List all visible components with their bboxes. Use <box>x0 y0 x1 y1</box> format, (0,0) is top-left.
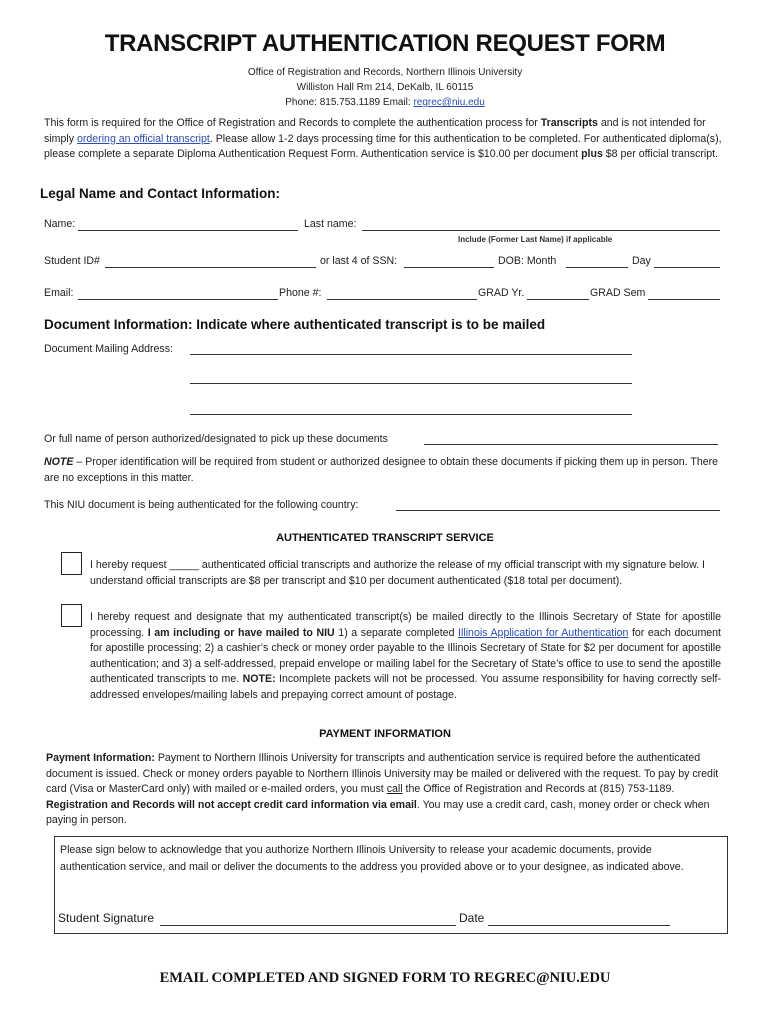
intro-bold-transcripts: Transcripts <box>540 117 598 129</box>
payment-bold-warning: Registration and Records will not accept credit card information via email <box>46 798 417 811</box>
student-id-input[interactable] <box>105 267 316 268</box>
dob-day-label: Day <box>632 255 651 267</box>
payment-paragraph <box>46 751 722 829</box>
email-label: Email: <box>44 287 74 299</box>
address-line: Williston Hall Rm 214, DeKalb, IL 60115 <box>296 82 474 93</box>
apostille-text-4: Incomplete packets will not be processed. You assume responsibility for having correctly self-addressed envelopes/mailing labels and prepaying correct amount of postage. <box>90 673 721 701</box>
mailing-address-line-1[interactable] <box>190 354 632 355</box>
intro-paragraph <box>44 116 726 163</box>
grad-sem-input[interactable] <box>648 299 720 300</box>
pickup-person-input[interactable] <box>424 444 718 445</box>
name-input[interactable] <box>78 230 298 231</box>
payment-text-1: Payment to Northern Illinois University for transcripts and authentication service is required before the authenticated document is issued. Check or money orders payable to Northern Illinois University may be mailed or delivered with the request. To pay by credit card (Visa or MasterCard only) with mailed or e-mailed orders, you must <box>46 752 719 795</box>
note-label: NOTE <box>44 456 74 468</box>
payment-text-2: the Office of Registration and Records at (815) 753-1189. <box>402 783 675 795</box>
footer-instruction: EMAIL COMPLETED AND SIGNED FORM TO REGREC@NIU.EDU <box>159 970 611 986</box>
apostille-text <box>90 610 721 703</box>
mailing-address-line-3[interactable] <box>190 414 632 415</box>
mailing-address-line-2[interactable] <box>190 383 632 384</box>
service-heading: AUTHENTICATED TRANSCRIPT SERVICE <box>276 532 494 544</box>
transcript-request-checkbox[interactable] <box>61 552 82 575</box>
transcript-request-text: I hereby request _____ authenticated official transcripts and authorize the release of my official transcript with my signature below. I understand official transcripts are $8 per transcript and $10 per document authenticated ($18 total per document). <box>90 559 705 587</box>
apostille-text-1: I hereby request and designate that my authenticated transcript(s) be mailed directly to the Illinois Secretary of State for apostille processing. <box>90 611 721 639</box>
intro-text-3: . Please allow 1-2 days processing time for this authentication to be completed. For authenticated diploma(s), please complete a separate Diploma Authentication Request Form. Authentication service is $10.00 per document <box>44 132 722 160</box>
apostille-note-label: NOTE: <box>242 673 276 685</box>
payment-label: Payment Information: <box>46 752 155 764</box>
pickup-person-label: Or full name of person authorized/designated to pick up these documents <box>44 433 388 445</box>
dob-month-label: DOB: Month <box>498 255 557 267</box>
order-transcript-link[interactable]: ordering an official transcript <box>76 132 210 145</box>
document-info-heading: Document Information: Indicate where authenticated transcript is to be mailed <box>44 317 546 332</box>
office-line: Office of Registration and Records, Northern Illinois University <box>247 67 523 78</box>
payment-call-word: call <box>386 783 403 795</box>
student-id-label: Student ID# <box>44 255 100 267</box>
intro-bold-plus: plus <box>581 148 603 160</box>
signature-label: Student Signature <box>58 911 155 925</box>
apostille-checkbox[interactable] <box>61 604 82 627</box>
email-input[interactable] <box>78 299 278 300</box>
form-title: TRANSCRIPT AUTHENTICATION REQUEST FORM <box>104 30 666 57</box>
date-input[interactable] <box>488 925 670 926</box>
grad-year-input[interactable] <box>527 299 589 300</box>
name-label: Name: <box>44 218 76 230</box>
ssn-input[interactable] <box>404 267 494 268</box>
acknowledge-text: Please sign below to acknowledge that you authorize Northern Illinois University to release your academic documents, provide authentication service, and mail or deliver the documents to the address you provided above or to your designee, as indicated above. <box>60 844 684 873</box>
payment-heading: PAYMENT INFORMATION <box>319 728 451 740</box>
last-name-input[interactable] <box>362 230 720 231</box>
intro-text-4: $8 per official transcript. <box>602 148 719 160</box>
email-link[interactable]: regrec@niu.edu <box>413 97 485 108</box>
pickup-note <box>44 455 726 486</box>
ssn-label: or last 4 of SSN: <box>320 255 398 267</box>
grad-sem-label: GRAD Sem <box>590 287 646 299</box>
date-label: Date <box>459 911 485 925</box>
legal-name-heading: Legal Name and Contact Information: <box>40 186 281 201</box>
note-text: – Proper identification will be required from student or authorized designee to obtain these documents if picking them up in person. There are no exceptions in this matter. <box>44 456 719 484</box>
illinois-application-link[interactable]: Illinois Application for Authentication <box>458 626 629 639</box>
grad-year-label: GRAD Yr. <box>478 287 525 299</box>
country-label: This NIU document is being authenticated for the following country: <box>44 499 359 511</box>
phone-label: Phone #: <box>279 287 322 299</box>
mailing-address-label: Document Mailing Address: <box>44 343 173 355</box>
apostille-text-2: 1) a separate completed <box>334 626 459 639</box>
apostille-text-3: for each document for apostille processing; 2) a cashier’s check or money order payable to the Illinois Secretary of State for $2 per document for apostille authentication; and 3) a self-addressed, prepaid envelope or mailing label for the Secretary of State’s office to use to send the apostille authenticated transcripts to me. <box>90 626 721 685</box>
contact-line <box>0 97 770 108</box>
payment-text-3: . You may use a credit card, cash, money order or check when paying in person. <box>46 798 710 826</box>
phone-input[interactable] <box>327 299 477 300</box>
signature-input[interactable] <box>160 925 456 926</box>
country-input[interactable] <box>396 510 720 511</box>
last-name-label: Last name: <box>304 218 357 230</box>
apostille-bold: I am including or have mailed to NIU <box>147 626 335 639</box>
dob-month-input[interactable] <box>566 267 628 268</box>
phone-text: Phone: 815.753.1189 Email: <box>285 97 414 108</box>
intro-text-1: This form is required for the Office of Registration and Records to complete the authentication process for <box>44 117 541 129</box>
intro-text-2: and is not intended for simply <box>44 117 706 145</box>
former-name-note: Include (Former Last Name) if applicable <box>458 235 613 244</box>
dob-day-input[interactable] <box>654 267 720 268</box>
